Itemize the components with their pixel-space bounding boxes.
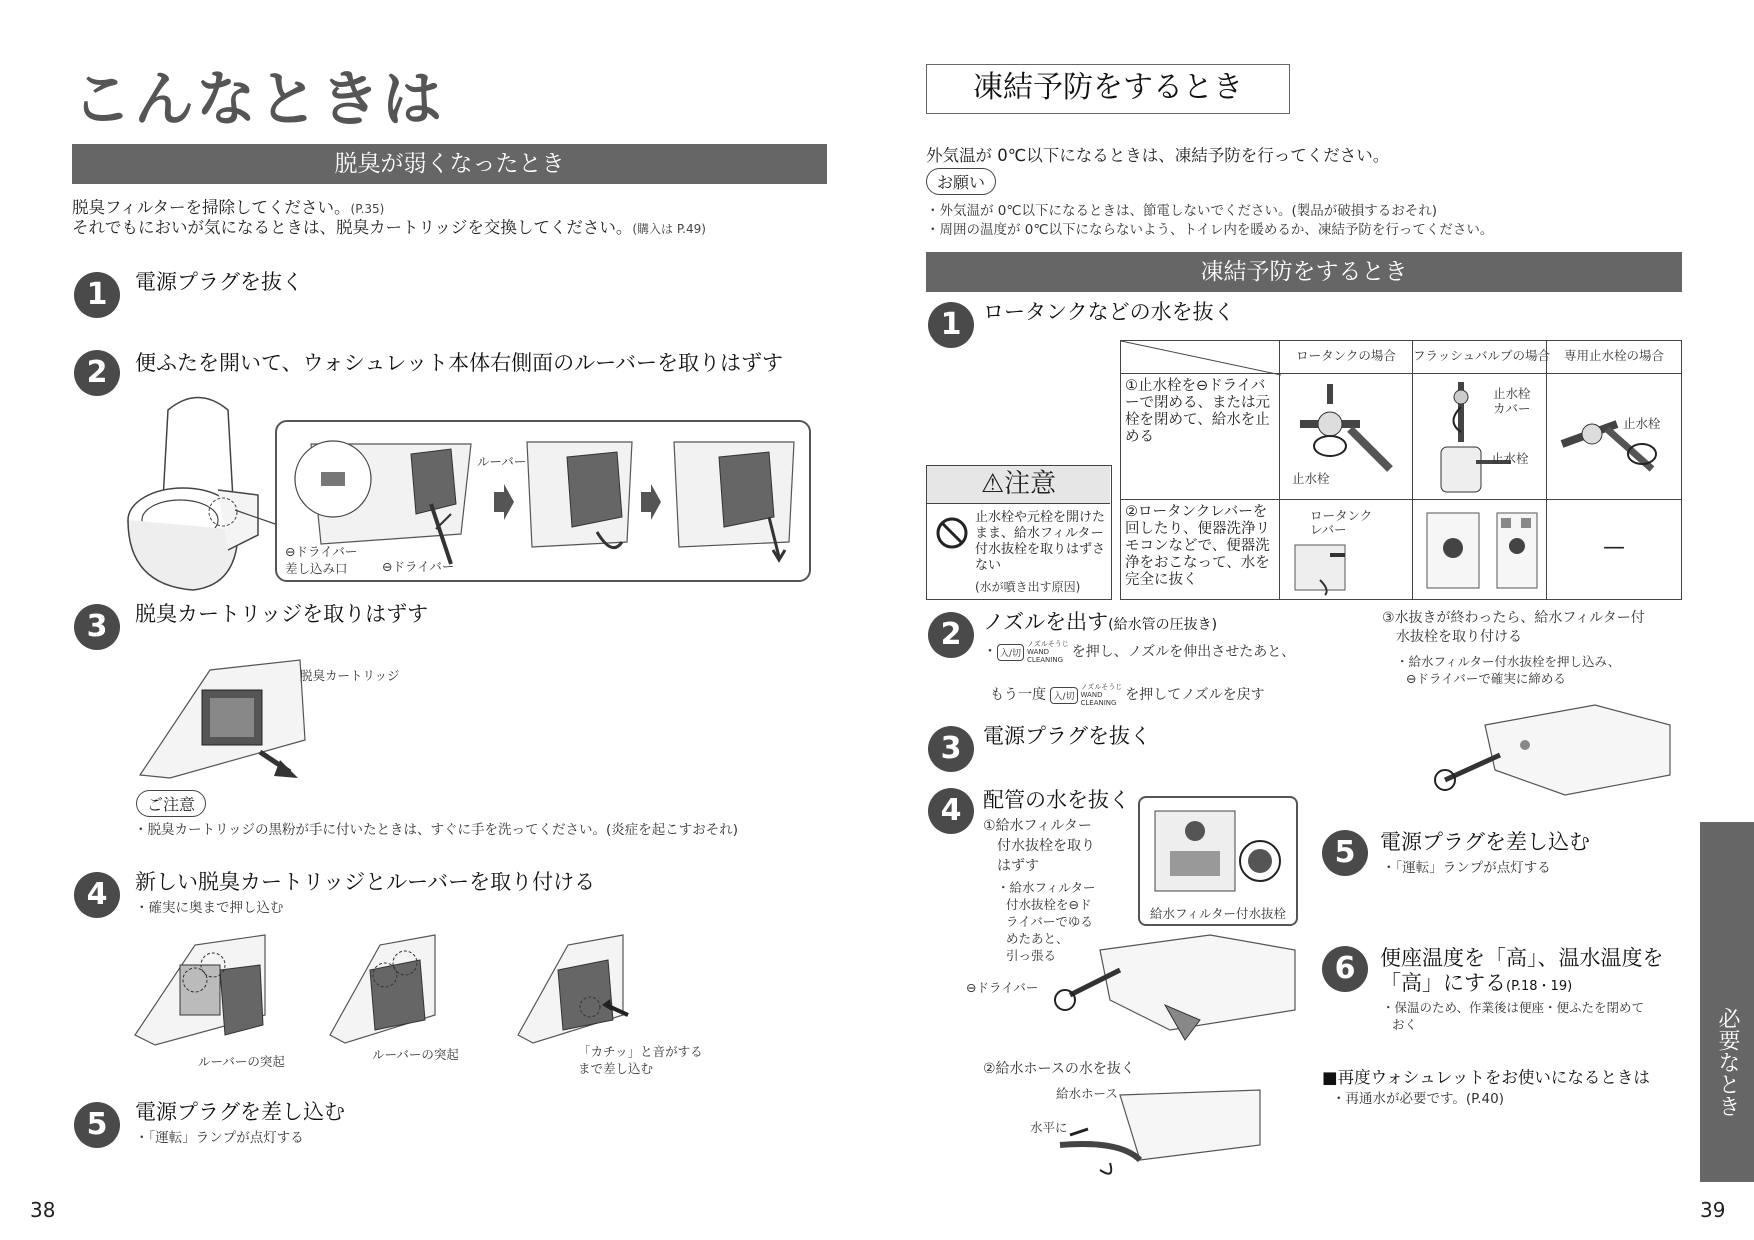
step-number: 1 (74, 272, 120, 318)
cell-label: ロータンク (1310, 508, 1373, 523)
page-number-right: 39 (1700, 1198, 1726, 1222)
step4-text: ライバーでゆる (1006, 914, 1093, 929)
step-number: 3 (928, 726, 974, 772)
caution-sub: (水が噴き出す原因) (975, 580, 1081, 594)
step4-text: めたあと、 (1006, 931, 1069, 946)
table-header: 専用止水栓の場合 (1546, 340, 1682, 374)
step-number: 1 (928, 302, 974, 348)
label-slot: 差し込み口 (285, 561, 348, 576)
table-cell (1412, 499, 1547, 600)
prohibited-icon (935, 516, 969, 550)
step-number: 5 (1322, 830, 1368, 876)
power-button-icon: 入/切 (1050, 687, 1077, 704)
page-title-right: 凍結予防をするとき (926, 64, 1290, 114)
cell-label: カバー (1493, 401, 1531, 416)
label-driver: ⊖ドライバー (966, 980, 1039, 995)
step-title: 電源プラグを抜く (983, 724, 1151, 748)
drain-table (1120, 340, 1682, 600)
step2-line-2: もう一度 入/切ノズルそうじ WAND CLEANING を押してノズルを戻す (990, 683, 1265, 707)
step-title: 電源プラグを差し込む (135, 1100, 345, 1124)
arrow-right-icon (492, 482, 516, 522)
step-title: 「高」にする(P.18・19) (1380, 971, 1573, 995)
warning-icon: ⚠ (980, 469, 1005, 499)
cell-label: レバー (1310, 522, 1347, 537)
wand-cleaning-icon: ノズルそうじ WAND CLEANING (1027, 640, 1069, 664)
table-header: ロータンクの場合 (1279, 340, 1413, 374)
step-title: 電源プラグを抜く (135, 270, 303, 294)
step-number: 3 (74, 604, 120, 650)
step-title: 便座温度を「高」、温水温度を (1380, 946, 1664, 970)
step4-text: 付水抜栓を取り (997, 838, 1095, 854)
caution-body: 止水栓や元栓を開けたまま、給水フィルター付水抜栓を取りはずさない (975, 510, 1106, 573)
label-driver: ⊖ドライバー (382, 559, 455, 574)
reuse-title: ■再度ウォシュレットをお使いになるときは (1322, 1068, 1650, 1087)
cell-label: 止水栓 (1493, 386, 1531, 401)
step-number: 4 (74, 872, 120, 918)
step-note: ・保温のため、作業後は便座・便ふたを閉めて (1382, 1000, 1645, 1015)
plug-closeup-frame (1138, 796, 1298, 926)
step-note: ・「運転」ランプが点灯する (135, 1130, 304, 1146)
table-cell (1279, 373, 1413, 500)
step-title: 電源プラグを差し込む (1380, 830, 1590, 854)
step-note: ・「運転」ランプが点灯する (1382, 860, 1551, 876)
zoom-connector (230, 505, 280, 535)
label-louver-tab: ルーバーの突起 (198, 1054, 285, 1069)
cell-label: 止水栓 (1491, 451, 1529, 466)
louver-removed-drawing (669, 432, 804, 572)
step-number: 2 (928, 612, 974, 658)
label-click: 「カチッ」と音がする (578, 1044, 703, 1059)
freeze-intro: 外気温が 0℃以下になるときは、凍結予防を行ってください。 (926, 146, 1390, 165)
step4-text: ①給水フィルター (983, 818, 1092, 834)
remote-control-icon (1425, 508, 1540, 593)
label-drain-plug: 給水フィルター付水抜栓 (1150, 906, 1287, 921)
notice-pill: お願い (926, 168, 996, 195)
step-title: 脱臭カートリッジを取りはずす (135, 602, 429, 626)
diagonal-line (1121, 341, 1281, 375)
table-cell: — (1546, 499, 1682, 600)
step4-hose-title: ②給水ホースの水を抜く (983, 1061, 1135, 1077)
notice-line: ・外気温が 0℃以下になるときは、節電しないでください。(製品が破損するおそれ) (926, 203, 1438, 219)
page-number-left: 38 (30, 1198, 56, 1222)
label-louver: ルーバー (477, 454, 527, 469)
table-cell (1412, 373, 1547, 500)
caution-text: ・脱臭カートリッジの黒粉が手に付いたときは、すぐに手を洗ってください。(炎症を起こすおそれ) (134, 822, 738, 838)
table-cell (1546, 373, 1682, 500)
label-level: 水平に (1030, 1120, 1068, 1135)
step4-text: ・給水フィルター (997, 880, 1096, 895)
table-header: フラッシュバルブの場合 (1412, 340, 1547, 374)
label-louver-tab: ルーバーの突起 (372, 1047, 459, 1062)
ref-p49: (購入は P.49) (632, 222, 706, 236)
cell-label: 止水栓 (1623, 416, 1661, 431)
table-corner-cell (1120, 340, 1280, 374)
section-bar-freeze: 凍結予防をするとき (926, 252, 1682, 292)
step-title: 便ふたを開いて、ウォシュレット本体右側面のルーバーを取りはずす (135, 351, 784, 375)
cartridge-removal-drawing (140, 660, 310, 785)
page-title-left: こんなときは (72, 65, 444, 135)
step-title: 新しい脱臭カートリッジとルーバーを取り付ける (135, 870, 596, 894)
drain-plug-closeup (1150, 806, 1290, 901)
step-number: 6 (1322, 946, 1368, 992)
table-row-label: ②ロータンクレバーを回したり、便器洗浄リモコンなどで、便器洗浄をおこなって、水を完全に抜く (1120, 499, 1280, 600)
louver-click-drawing (518, 935, 663, 1045)
step2-illustration-frame (275, 420, 811, 582)
arrow-right-icon (639, 482, 663, 522)
reinstall-plug-drawing (1425, 695, 1675, 805)
caution-header: ⚠注意 (927, 466, 1110, 504)
install-louver-drawing (330, 935, 440, 1045)
louver-step-drawing (522, 432, 637, 572)
reinstall-note: ・給水フィルター付水抜栓を押し込み、 (1396, 654, 1621, 669)
caution-pill: ご注意 (136, 790, 206, 817)
ref-p35: (P.35) (350, 202, 385, 216)
wand-cleaning-icon: ノズルそうじ WAND CLEANING (1080, 683, 1123, 707)
label-hose: 給水ホース (1056, 1086, 1118, 1101)
label-slot: ⊖ドライバー (285, 544, 358, 559)
reuse-note: ・再通水が必要です。(P.40) (1332, 1091, 1504, 1107)
step-title: ノズルを出す(給水管の圧抜き) (983, 610, 1218, 634)
step-title: ロータンクなどの水を抜く (983, 300, 1235, 324)
step4-text: 引っ張る (1006, 948, 1057, 963)
tank-lever-icon (1290, 535, 1400, 595)
hose-drain-drawing (1060, 1085, 1280, 1180)
step-note: ・確実に奥まで押し込む (135, 900, 284, 916)
step2-line-1: ・ 入/切ノズルそうじ WAND CLEANING を押し、ノズルを伸出させたあと、 (983, 640, 1296, 664)
caution-box (926, 465, 1112, 600)
toilet-illustration (118, 390, 278, 600)
notice-line: ・周囲の温度が 0℃以下にならないよう、トイレ内を暖めるか、凍結予防を行ってください。 (926, 222, 1494, 238)
label-cartridge: 脱臭カートリッジ (300, 668, 400, 683)
install-cartridge-drawing (135, 935, 270, 1050)
intro-line-1: 脱臭フィルターを掃除してください。(P.35) (72, 198, 385, 217)
power-button-icon: 入/切 (997, 644, 1024, 661)
step-title: 配管の水を抜く (983, 788, 1130, 812)
table-row-label: ①止水栓を⊖ドライバーで閉める、または元栓を閉めて、給水を止める (1120, 373, 1280, 500)
reinstall-text: ③水抜きが終わったら、給水フィルター付 (1382, 610, 1645, 626)
side-tab[interactable]: 必要なとき (1700, 822, 1754, 1182)
reinstall-note: ⊖ドライバーで確実に締める (1406, 671, 1566, 686)
table-cell (1279, 499, 1413, 600)
step-number: 5 (74, 1102, 120, 1148)
step-note: おく (1392, 1017, 1418, 1032)
section-bar-deodorize: 脱臭が弱くなったとき (72, 144, 827, 184)
step4-text: 付水抜栓を⊖ド (1006, 897, 1092, 912)
reinstall-text: 水抜栓を取り付ける (1396, 629, 1522, 645)
cell-label: 止水栓 (1292, 471, 1330, 486)
dedicated-valve-icon (1557, 389, 1672, 489)
intro-line-2: それでもにおいが気になるときは、脱臭カートリッジを交換してください。(購入は P.49) (72, 218, 706, 237)
step4-text: はずす (997, 858, 1039, 874)
step-number: 4 (928, 788, 974, 834)
label-click: まで差し込む (578, 1061, 654, 1076)
step-number: 2 (74, 350, 120, 396)
drain-plug-removal-drawing (1050, 930, 1310, 1050)
